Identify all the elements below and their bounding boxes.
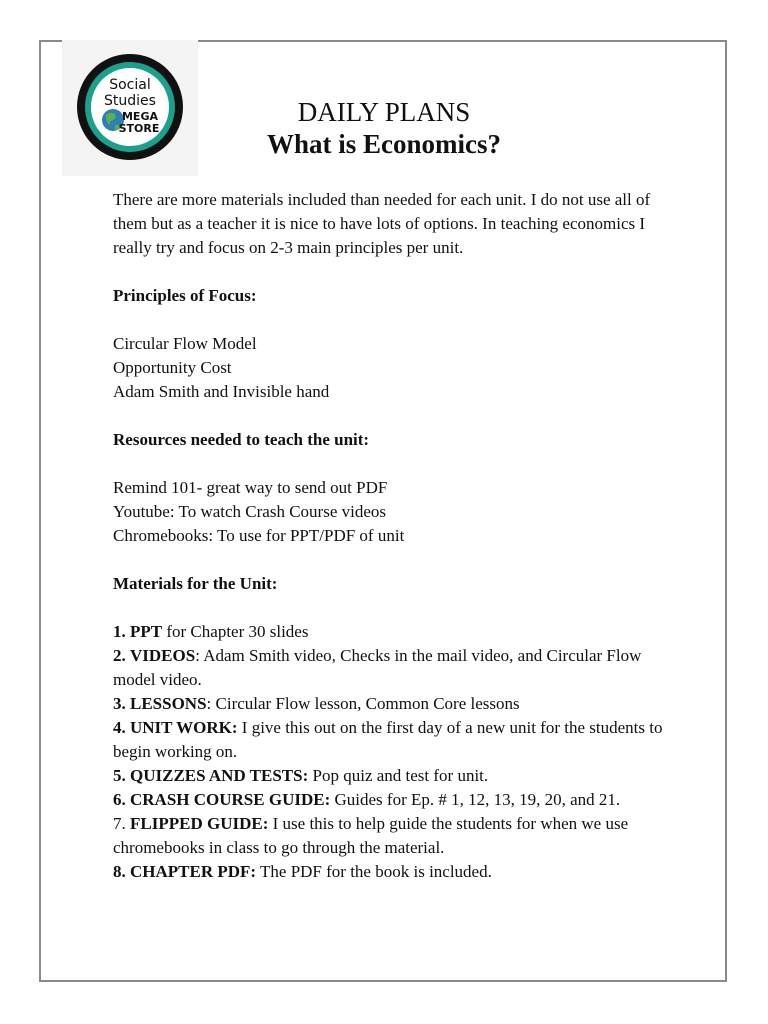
- title-block: [196, 96, 572, 160]
- document-content: [113, 188, 673, 884]
- material-item: 8. CHAPTER PDF: The PDF for the book is included.: [113, 862, 492, 881]
- principles-heading: Principles of Focus:: [113, 286, 257, 305]
- svg-text:Studies: Studies: [104, 93, 156, 109]
- material-item: 6. CRASH COURSE GUIDE: Guides for Ep. # 1, 12, 13, 19, 20, and 21.: [113, 790, 621, 809]
- resource-item: Chromebooks: To use for PPT/PDF of unit: [113, 526, 405, 545]
- resource-item: Remind 101- great way to send out PDF: [113, 478, 388, 497]
- intro-paragraph: There are more materials included than needed for each unit. I do not use all of them but as a teacher it is nice to have lots of options. In teaching economics I really try and focus on 2-3 main principles per unit.: [113, 190, 651, 257]
- material-item: 1. PPT for Chapter 30 slides: [113, 622, 309, 641]
- svg-text:Social: Social: [109, 77, 151, 93]
- svg-text:MEGA: MEGA: [121, 110, 159, 123]
- page-title: DAILY PLANS: [297, 97, 471, 127]
- principle-item: Opportunity Cost: [113, 358, 232, 377]
- material-item: 7. FLIPPED GUIDE: I use this to help guide the students for when we use chromebooks in class to go through the material.: [113, 814, 629, 857]
- social-studies-mega-store-logo: [75, 52, 185, 162]
- resources-heading: Resources needed to teach the unit:: [113, 430, 370, 449]
- material-item: 4. UNIT WORK: I give this out on the first day of a new unit for the students to begin working on.: [113, 718, 663, 761]
- principle-item: Circular Flow Model: [113, 334, 257, 353]
- material-item: 3. LESSONS: Circular Flow lesson, Common Core lessons: [113, 694, 520, 713]
- material-item: 5. QUIZZES AND TESTS: Pop quiz and test for unit.: [113, 766, 489, 785]
- resource-item: Youtube: To watch Crash Course videos: [113, 502, 387, 521]
- principle-item: Adam Smith and Invisible hand: [113, 382, 330, 401]
- material-item: 2. VIDEOS: Adam Smith video, Checks in the mail video, and Circular Flow model video.: [113, 646, 642, 689]
- svg-text:STORE: STORE: [118, 122, 160, 135]
- page-subtitle: What is Economics?: [266, 129, 501, 159]
- materials-heading: Materials for the Unit:: [113, 574, 278, 593]
